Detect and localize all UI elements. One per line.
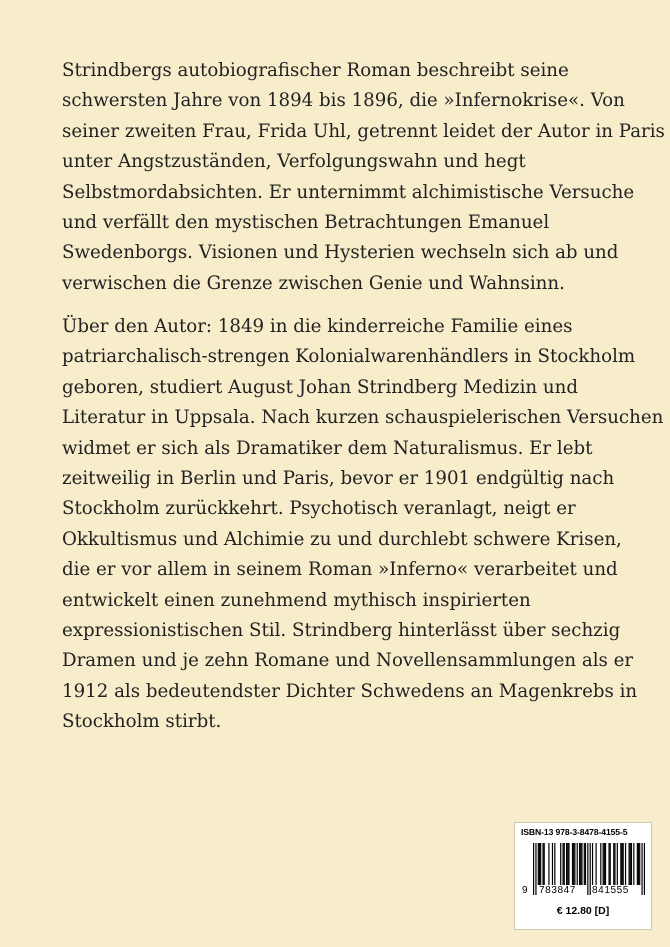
barcode-bar xyxy=(608,843,609,885)
barcode-digits-left: 783847 xyxy=(539,885,576,896)
barcode-bar xyxy=(637,843,638,885)
barcode-bar xyxy=(572,843,573,885)
barcode-bar xyxy=(617,843,618,885)
text-line: Stockholm stirbt. xyxy=(62,711,222,733)
barcode-bar xyxy=(603,843,604,885)
text-line: entwickelt einen zunehmend mythisch inspirierten xyxy=(62,589,531,611)
barcode-bar xyxy=(625,843,626,885)
barcode-bar xyxy=(604,843,605,885)
text-line: Literatur in Uppsala. Nach kurzen schauspielerischen Versuchen xyxy=(62,407,664,429)
text-line: und verfällt den mystischen Betrachtungen Emanuel xyxy=(62,212,550,234)
barcode-bar xyxy=(584,843,585,885)
barcode-bar xyxy=(562,843,563,885)
text-line: expressionistischen Stil. Strindberg hinterlässt über sechzig xyxy=(62,620,621,642)
barcode-bar xyxy=(623,843,624,885)
barcode-bar xyxy=(552,843,553,885)
text-line: verwischen die Grenze zwischen Genie und Wahnsinn. xyxy=(62,272,565,294)
text-line: Okkultismus und Alchimie zu und durchlebt schwere Krisen, xyxy=(62,528,622,550)
barcode-bar xyxy=(595,843,596,885)
barcode-bar xyxy=(620,843,621,885)
barcode-bar xyxy=(574,843,575,885)
barcode-bar xyxy=(580,843,581,885)
barcode-bar xyxy=(641,843,642,895)
text-line: Selbstmordabsichten. Er unternimmt alchimistische Versuche xyxy=(62,181,635,203)
barcode-bar xyxy=(538,843,539,885)
text-line: Strindbergs autobiografischer Roman beschreibt seine xyxy=(62,60,569,81)
barcode-bar xyxy=(644,843,645,895)
barcode-bar xyxy=(568,843,569,885)
barcode-bar xyxy=(630,843,631,885)
barcode-bar xyxy=(600,843,601,885)
text-line: Dramen und je zehn Romane und Novellensammlungen als er xyxy=(62,650,634,672)
text-line: 1912 als bedeutendster Dichter Schwedens an Magenkrebs in xyxy=(62,680,638,702)
barcode-bar xyxy=(544,843,545,885)
barcode-bar xyxy=(548,843,549,885)
barcode-bar xyxy=(566,843,567,885)
text-line: geboren, studiert August Johan Strindberg Medizin und xyxy=(62,376,578,398)
barcode-digits-right: 841555 xyxy=(592,885,629,896)
text-line: schwersten Jahre von 1894 bis 1896, die »Infernokrise«. Von xyxy=(62,90,625,112)
barcode-bar xyxy=(573,843,574,885)
text-line: Swedenborgs. Visionen und Hysterien wechseln sich ab und xyxy=(62,242,619,264)
barcode-bar xyxy=(579,843,580,885)
barcode-bar xyxy=(585,843,586,885)
barcode-bar xyxy=(614,843,615,885)
barcode-bar xyxy=(564,843,565,885)
barcode-bar xyxy=(592,843,593,885)
barcode-bar xyxy=(535,843,536,895)
barcode-bar xyxy=(542,843,543,885)
barcode-bar xyxy=(613,843,614,885)
barcode-bar xyxy=(560,843,561,885)
blurb-paragraph xyxy=(62,56,665,299)
text-line: widmet er sich als Dramatiker dem Naturalismus. Er lebt xyxy=(62,437,593,459)
barcode-bar xyxy=(633,843,634,885)
barcode-bar xyxy=(581,843,582,885)
text-line: seiner zweiten Frau, Frida Uhl, getrennt leidet der Autor in Paris xyxy=(62,120,665,142)
barcode-bar xyxy=(540,843,541,885)
barcode-bar xyxy=(631,843,632,885)
barcode-bar xyxy=(621,843,622,885)
author-bio-paragraph xyxy=(62,312,664,738)
barcode-bar xyxy=(628,843,629,885)
price-text: € 12.80 [D] xyxy=(556,905,610,917)
text-line: unter Angstzuständen, Verfolgungswahn und hegt xyxy=(62,151,526,173)
text-line: patriarchalisch-strengen Kolonialwarenhändlers in Stockholm xyxy=(62,346,636,368)
barcode-digit-first: 9 xyxy=(522,885,528,896)
barcode-bar xyxy=(533,843,534,895)
barcode-label xyxy=(514,822,652,930)
barcode-bar xyxy=(567,843,568,885)
text-line: Über den Autor: 1849 in die kinderreiche Familie eines xyxy=(62,316,573,337)
barcode-bar xyxy=(587,843,588,895)
text-line: Stockholm zurückkehrt. Psychotisch veranlagt, neigt er xyxy=(62,498,576,520)
text-line: die er vor allem in seinem Roman »Inferno« verarbeitet und xyxy=(62,559,618,581)
barcode-bar xyxy=(577,843,578,885)
barcode-bar xyxy=(605,843,606,885)
barcode-bar xyxy=(539,843,540,885)
barcode-bar xyxy=(610,843,611,885)
text-line: zeitweilig in Berlin und Paris, bevor er 1901 endgültig nach xyxy=(62,468,615,490)
barcode-bar xyxy=(639,843,640,885)
barcode-bar xyxy=(638,843,639,885)
barcode-bar xyxy=(554,843,555,885)
isbn-text: ISBN-13 978-3-8478-4155-5 xyxy=(521,827,628,837)
